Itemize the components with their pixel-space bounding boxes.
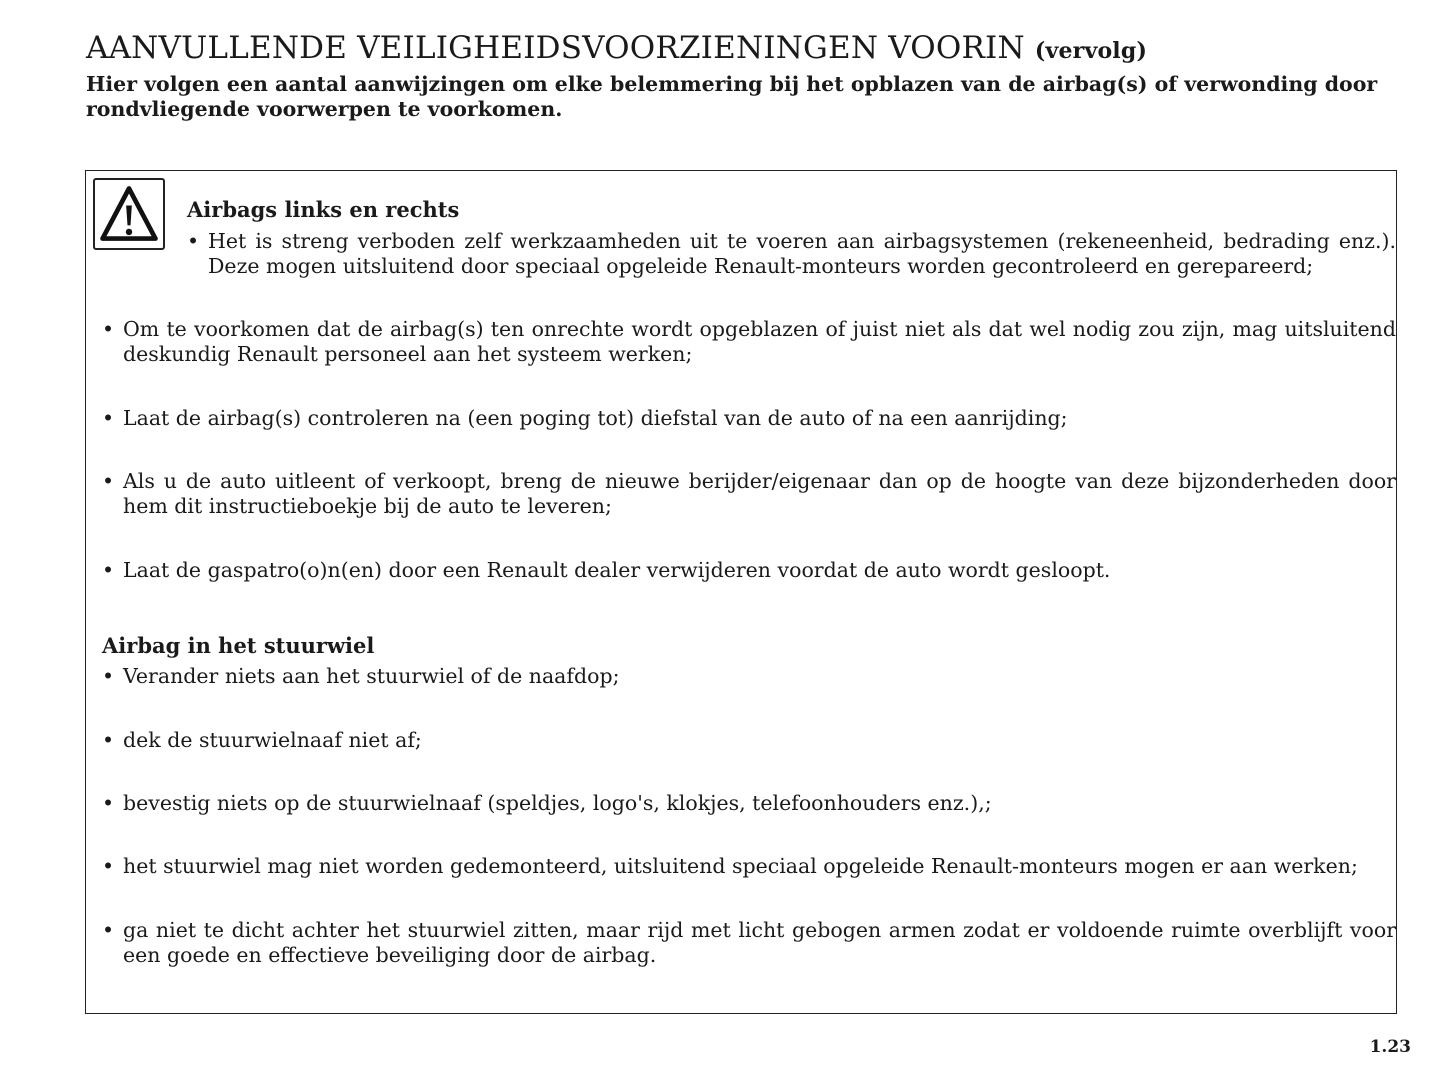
bullet-icon: • [102,317,115,341]
list-item-text: ga niet te dicht achter het stuurwiel zitten, maar rijd met licht gebogen armen zodat er voldoende ruimte overblijft voor een goede en effectieve beveiliging door de airbag. [123,918,1396,967]
list-item [102,317,1396,367]
bullet-icon: • [102,854,115,878]
page-number: 1.23 [1369,1037,1411,1057]
page-title-suffix: (vervolg) [1034,38,1148,64]
page-title [86,30,1147,66]
list-item [102,664,1396,689]
bullet-icon: • [102,918,115,942]
list-item [102,728,1396,753]
section-heading-side-airbags: Airbags links en rechts [187,197,460,222]
bullet-icon: • [102,791,115,815]
warning-box [85,170,1397,1014]
list-item [102,854,1396,879]
bullet-icon: • [102,558,115,582]
list-item-text: Laat de gaspatro(o)n(en) door een Renault dealer verwijderen voordat de auto wordt gesloopt. [123,558,1111,582]
list-item-text: Laat de airbag(s) controleren na (een poging tot) diefstal van de auto of na een aanrijding; [123,406,1068,430]
warning-triangle-icon [93,178,165,250]
bullet-icon: • [102,469,115,493]
list-item-text: Het is streng verboden zelf werkzaamheden uit te voeren aan airbagsystemen (rekeneenheid, bedrading enz.). Deze mogen uitsluitend door speciaal opgeleide Renault-monteurs worden gecontroleerd en gerepareerd; [208,229,1396,278]
list-item-text: bevestig niets op de stuurwielnaaf (speldjes, logo's, klokjes, telefoonhouders enz.),; [123,791,992,815]
list-item [102,469,1396,519]
list-item [187,229,1396,279]
bullet-icon: • [102,406,115,430]
list-item [102,558,1396,583]
list-item [102,791,1396,816]
list-item-text: dek de stuurwielnaaf niet af; [123,728,422,752]
list-item [102,918,1396,968]
list-item-text: Verander niets aan het stuurwiel of de naafdop; [123,664,620,688]
list-item-text: het stuurwiel mag niet worden gedemonteerd, uitsluitend speciaal opgeleide Renault-monteurs mogen er aan werken; [123,854,1358,878]
intro-text: Hier volgen een aantal aanwijzingen om elke belemmering bij het opblazen van de airbag(s) of verwonding door rondvliegende voorwerpen te voorkomen. [86,72,1378,121]
section-heading-steering-wheel-airbag: Airbag in het stuurwiel [102,633,375,658]
bullet-icon: • [187,229,200,253]
page-title-main: AANVULLENDE VEILIGHEIDSVOORZIENINGEN VOORIN [86,30,1025,66]
bullet-icon: • [102,728,115,752]
list-item-text: Om te voorkomen dat de airbag(s) ten onrechte wordt opgeblazen of juist niet als dat wel nodig zou zijn, mag uitsluitend deskundig Renault personeel aan het systeem werken; [123,317,1396,366]
bullet-icon: • [102,664,115,688]
list-item [102,406,1396,431]
list-item-text: Als u de auto uitleent of verkoopt, breng de nieuwe berijder/eigenaar dan op de hoogte van deze bijzonderheden door hem dit instructieboekje bij de auto te leveren; [123,469,1396,518]
